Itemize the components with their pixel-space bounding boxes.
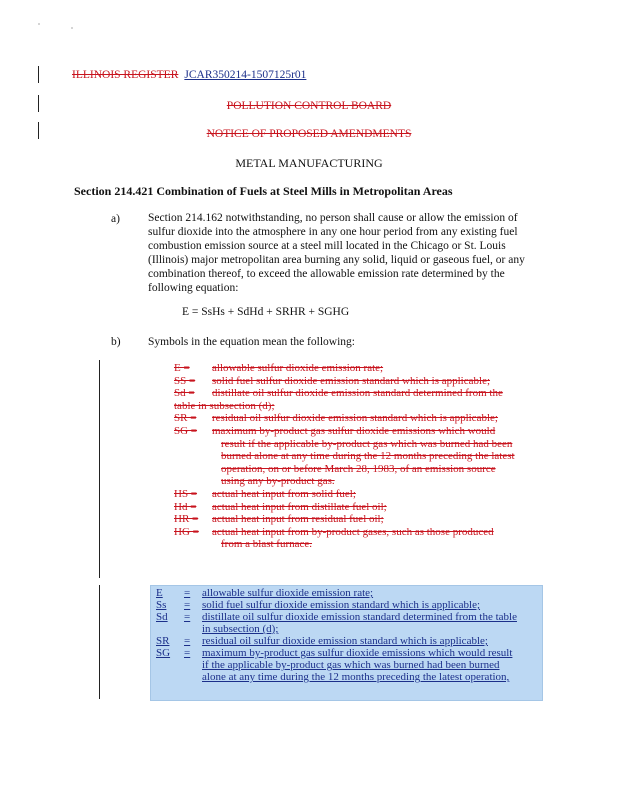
- deleted-def-row: SR = residual oil sulfur dioxide emission standard which is applicable;: [174, 412, 498, 425]
- text-line: sulfur dioxide into the atmosphere in any one hour period from any existing fuel: [148, 226, 518, 238]
- deleted-def-row: operation, on or before March 28, 1983, of an emission source: [221, 462, 496, 475]
- text-line: (Illinois) major metropolitan area burning any solid, liquid or gaseous fuel, or any: [148, 254, 525, 266]
- subsection-b-label: b): [111, 336, 121, 348]
- register-inserted: JCAR350214-1507125r01: [184, 69, 307, 81]
- deleted-def-row: SS = solid fuel sulfur dioxide emission standard which is applicable;: [174, 374, 491, 387]
- subsection-a-text: [148, 211, 548, 295]
- text-line: combustion emission source at a steel mill located in the Chicago or St. Louis: [148, 240, 506, 252]
- deleted-def-row: SG = maximum by-product gas sulfur dioxide emissions which would: [174, 424, 496, 437]
- change-bar: [99, 360, 100, 578]
- deleted-def-row: E = allowable sulfur dioxide emission rate;: [174, 362, 384, 374]
- deleted-def-row: using any by-product gas.: [221, 475, 335, 488]
- deleted-definitions: [174, 362, 554, 551]
- scan-speck: [38, 23, 40, 25]
- deleted-def-row: result if the applicable by-product gas which was burned had been: [221, 437, 513, 450]
- deleted-def-row: HR = actual heat input from residual fuel oil;: [174, 513, 384, 526]
- register-header: [72, 69, 306, 81]
- inserted-def-row: E = allowable sulfur dioxide emission rate;: [156, 587, 374, 599]
- notice-title: NOTICE OF PROPOSED AMENDMENTS: [206, 128, 412, 140]
- text-line: Section 214.162 notwithstanding, no person shall cause or allow the emission of: [148, 212, 518, 224]
- deleted-def-row: table in subsection (d);: [174, 399, 275, 412]
- emission-equation: E = SsHs + SdHd + SRHR + SGHG: [182, 306, 350, 318]
- subsection-a-label: a): [111, 213, 120, 225]
- deleted-def-row: Hd = actual heat input from distillate fuel oil;: [174, 500, 387, 513]
- deleted-def-row: from a blast furnace.: [221, 538, 313, 551]
- register-deleted: ILLINOIS REGISTER: [72, 69, 179, 81]
- deleted-def-row: HS = actual heat input from solid fuel;: [174, 487, 356, 500]
- subpart-title: METAL MANUFACTURING: [235, 156, 383, 170]
- change-bar: [38, 66, 39, 83]
- section-title: Section 214.421 Combination of Fuels at Steel Mills in Metropolitan Areas: [74, 184, 453, 198]
- inserted-def-row: if the applicable by-product gas which was burned had been burned: [202, 659, 500, 671]
- inserted-definitions: [156, 587, 540, 683]
- scan-speck: [71, 27, 73, 29]
- inserted-def-row: SG = maximum by-product gas sulfur dioxide emissions which would result: [156, 647, 513, 659]
- inserted-def-row: Ss = solid fuel sulfur dioxide emission standard which is applicable;: [156, 599, 481, 611]
- deleted-def-row: burned alone at any time during the 12 months preceding the latest: [221, 450, 515, 463]
- change-bar: [99, 585, 100, 699]
- inserted-def-row: in subsection (d);: [202, 623, 279, 635]
- inserted-def-row: alone at any time during the 12 months preceding the latest operation,: [202, 671, 510, 683]
- inserted-def-row: SR = residual oil sulfur dioxide emission standard which is applicable;: [156, 635, 488, 647]
- text-line: following equation:: [148, 282, 239, 294]
- inserted-def-row: Sd = distillate oil sulfur dioxide emission standard determined from the table: [156, 611, 517, 623]
- subsection-b-intro: Symbols in the equation mean the following:: [148, 336, 355, 348]
- deleted-def-row: HG = actual heat input from by-product gases, such as those produced: [174, 525, 494, 538]
- deleted-def-row: Sd = distillate oil sulfur dioxide emission standard determined from the: [174, 387, 503, 400]
- text-line: combination thereof, to exceed the allowable emission rate determined by the: [148, 268, 505, 280]
- board-name: POLLUTION CONTROL BOARD: [226, 100, 392, 112]
